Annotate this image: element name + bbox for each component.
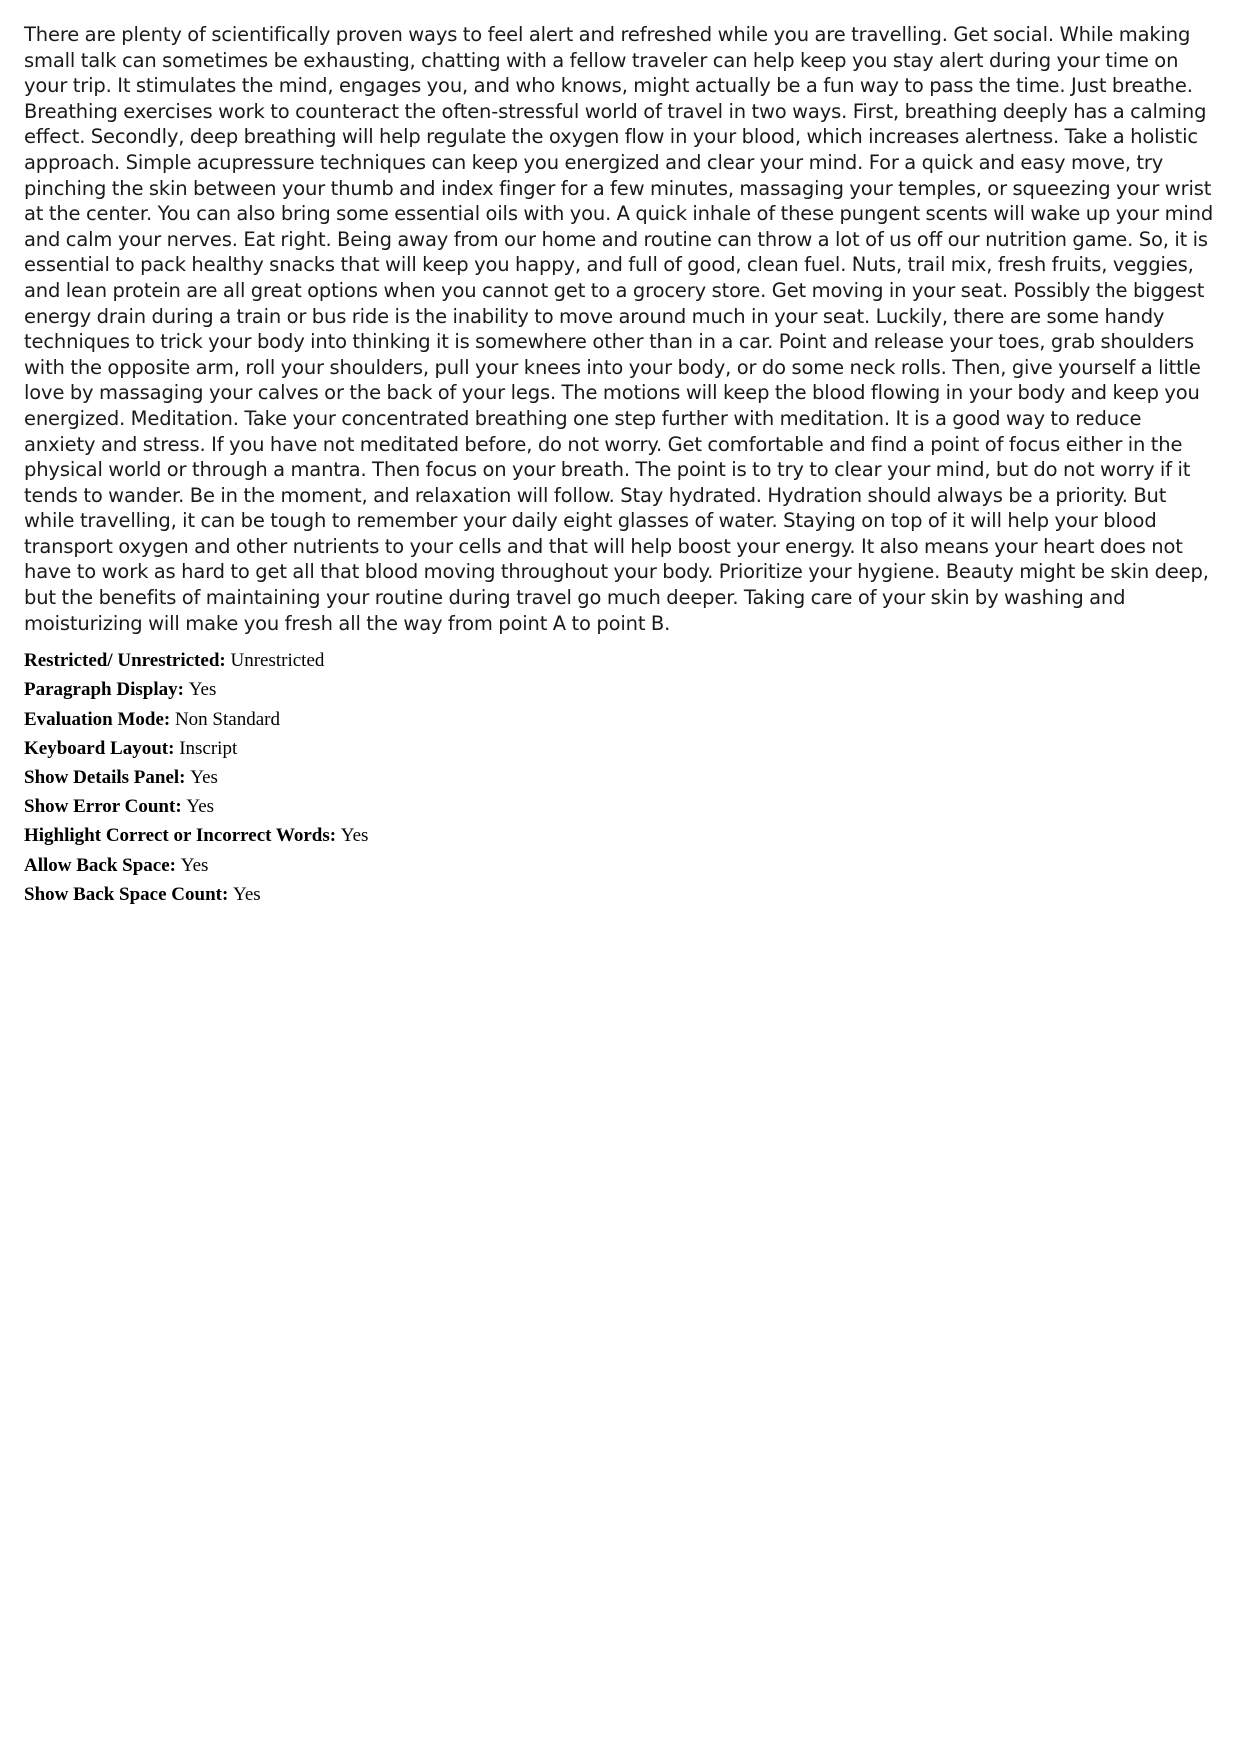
setting-keyboard-layout — [24, 734, 1216, 763]
setting-label: Allow Back Space: — [24, 854, 181, 876]
setting-value: Non Standard — [174, 708, 280, 730]
setting-label: Evaluation Mode: — [24, 708, 175, 730]
setting-label: Show Back Space Count: — [24, 883, 234, 905]
setting-label: Restricted/ Unrestricted: — [24, 650, 231, 672]
setting-show-error-count — [24, 792, 1216, 821]
setting-highlight-words — [24, 821, 1216, 850]
setting-value: Yes — [180, 854, 209, 876]
setting-value: Inscript — [179, 737, 238, 759]
setting-show-back-space-count — [24, 880, 1216, 909]
setting-label: Keyboard Layout: — [24, 737, 180, 759]
setting-label: Show Error Count: — [24, 796, 187, 818]
setting-label: Show Details Panel: — [24, 767, 191, 788]
setting-value: Unrestricted — [230, 650, 325, 672]
document-page — [24, 22, 1216, 909]
setting-label: Paragraph Display: — [24, 679, 189, 701]
settings-list — [24, 646, 1216, 909]
passage-text: There are plenty of scientifically proven ways to feel alert and refreshed while you are travelling. Get social. While making small talk can sometimes be exhausting, chatting with a fellow traveler can help keep you stay alert during your time on your trip. It stimulates the mind, engages you, and who knows, might actually be a fun way to pass the time. Just breathe. Breathing exercises work to counteract the often-stressful world of travel in two ways. First, breathing deeply has a calming effect. Secondly, deep breathing will help regulate the oxygen flow in your blood, which increases alertness. Take a holistic approach. Simple acupressure techniques can keep you energized and clear your mind. For a quick and easy move, try pinching the skin between your thumb and index finger for a few minutes, massaging your temples, or squeezing your wrist at the center. You can also bring some essential oils with you. A quick inhale of these pungent scents will wake up your mind and calm your nerves. Eat right. Being away from our home and routine can throw a lot of us off our nutrition game. So, it is essential to pack healthy snacks that will keep you happy, and full of good, clean fuel. Nuts, trail mix, fresh fruits, veggies, and lean protein are all great options when you cannot get to a grocery store. Get moving in your seat. Possibly the biggest energy drain during a train or bus ride is the inability to move around much in your seat. Luckily, there are some handy techniques to trick your body into thinking it is somewhere other than in a car. Point and release your toes, grab shoulders with the opposite arm, roll your shoulders, pull your knees into your body, or do some neck rolls. Then, give yourself a little love by massaging your calves or the back of your legs. The motions will keep the blood flowing in your body and keep you energized. Meditation. Take your concentrated breathing one step further with meditation. It is a good way to reduce anxiety and stress. If you have not meditated before, do not worry. Get comfortable and find a point of focus either in the physical world or through a mantra. Then focus on your breath. The point is to try to clear your mind, but do not worry if it tends to wander. Be in the moment, and relaxation will follow. Stay hydrated. Hydration should always be a priority. But while travelling, it can be tough to remember your daily eight glasses of water. Staying on top of it will help your blood transport oxygen and other nutrients to your cells and that will help boost your energy. It also means your heart does not have to work as hard to get all that blood moving throughout your body. Prioritize your hygiene. Beauty might be skin deep, but the benefits of maintaining your routine during travel go much deeper. Taking care of your skin by washing and moisturizing will make you fresh all the way from point A to point B. — [24, 23, 1214, 635]
setting-value: Yes — [340, 825, 369, 847]
setting-allow-back-space — [24, 851, 1216, 880]
setting-restricted — [24, 646, 1216, 675]
setting-evaluation-mode — [24, 705, 1216, 734]
setting-value: Yes — [190, 767, 218, 788]
setting-label: Highlight Correct or Incorrect Words: — [24, 825, 341, 847]
setting-value: Yes — [233, 883, 261, 905]
setting-value: Yes — [186, 796, 215, 818]
setting-show-details-panel — [24, 763, 1216, 792]
setting-paragraph-display — [24, 675, 1216, 704]
setting-value: Yes — [188, 679, 217, 701]
